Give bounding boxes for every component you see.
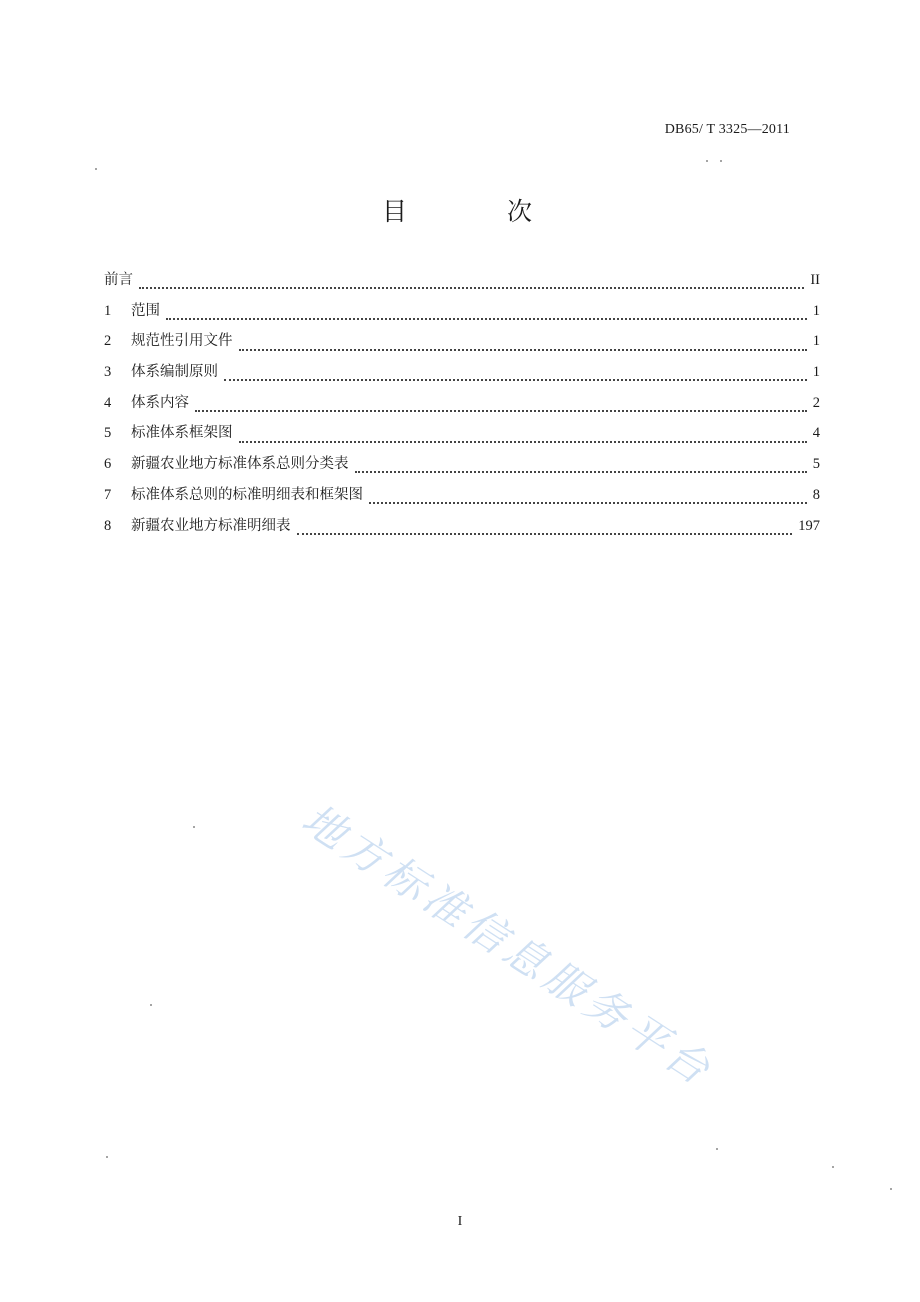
scan-speck — [720, 160, 722, 162]
toc-entry-label: 体系编制原则 — [131, 364, 218, 381]
table-of-contents — [104, 268, 820, 544]
toc-entry-page: 197 — [798, 517, 820, 534]
scan-speck — [832, 1166, 834, 1168]
toc-entry-label: 标准体系框架图 — [131, 425, 233, 442]
toc-entry-number: 4 — [104, 394, 112, 411]
toc-entry-label: 新疆农业地方标准明细表 — [131, 517, 291, 534]
scan-speck — [193, 826, 195, 828]
scan-speck — [95, 168, 97, 170]
toc-entry[interactable] — [104, 421, 820, 452]
toc-entry[interactable] — [104, 360, 820, 391]
page-number: I — [457, 1214, 463, 1229]
toc-entry-label: 规范性引用文件 — [131, 333, 233, 350]
scan-speck — [150, 1004, 152, 1006]
toc-entry-page: 1 — [812, 333, 820, 350]
watermark: 地方标准信息服务平台 — [293, 794, 723, 1097]
toc-entry[interactable] — [104, 329, 820, 360]
toc-entry-number: 1 — [104, 302, 112, 319]
toc-leader-dots — [139, 287, 804, 289]
toc-leader-dots — [195, 410, 807, 412]
scan-speck — [890, 1188, 892, 1190]
toc-entry-label: 范围 — [131, 302, 160, 319]
toc-entry[interactable] — [104, 452, 820, 483]
toc-entry-label: 标准体系总则的标准明细表和框架图 — [131, 486, 363, 503]
toc-leader-dots — [239, 441, 807, 443]
scan-speck — [716, 1148, 718, 1150]
toc-leader-dots — [355, 471, 807, 473]
toc-leader-dots — [224, 379, 807, 381]
toc-entry[interactable] — [104, 483, 820, 514]
toc-entry-page: 8 — [812, 486, 820, 503]
toc-entry-number: 8 — [104, 517, 112, 534]
toc-entry-page: 4 — [812, 425, 820, 442]
toc-entry-number: 3 — [104, 364, 112, 381]
toc-entry[interactable] — [104, 514, 820, 545]
toc-entry-page: 1 — [812, 302, 820, 319]
toc-entry-number: 7 — [104, 486, 112, 503]
toc-entry-number: 5 — [104, 425, 112, 442]
toc-entry-number: 2 — [104, 333, 112, 350]
toc-entry-page: II — [810, 272, 820, 288]
toc-entry-page: 2 — [812, 394, 820, 411]
toc-entry-number: 6 — [104, 456, 112, 473]
toc-leader-dots — [166, 318, 807, 320]
toc-leader-dots — [239, 349, 807, 351]
document-code: DB65/ T 3325—2011 — [664, 122, 790, 137]
scan-speck — [706, 160, 708, 162]
toc-leader-dots — [369, 502, 807, 504]
toc-entry-label: 体系内容 — [131, 394, 189, 411]
toc-entry[interactable] — [104, 268, 820, 299]
toc-entry[interactable] — [104, 391, 820, 422]
toc-entry[interactable] — [104, 299, 820, 330]
toc-leader-dots — [297, 533, 793, 535]
page-title: 目 次 — [382, 197, 578, 226]
toc-entry-label: 前言 — [104, 272, 133, 288]
scan-speck — [106, 1156, 108, 1158]
toc-entry-label: 新疆农业地方标准体系总则分类表 — [131, 456, 349, 473]
toc-entry-page: 5 — [812, 456, 820, 473]
toc-entry-page: 1 — [812, 364, 820, 381]
